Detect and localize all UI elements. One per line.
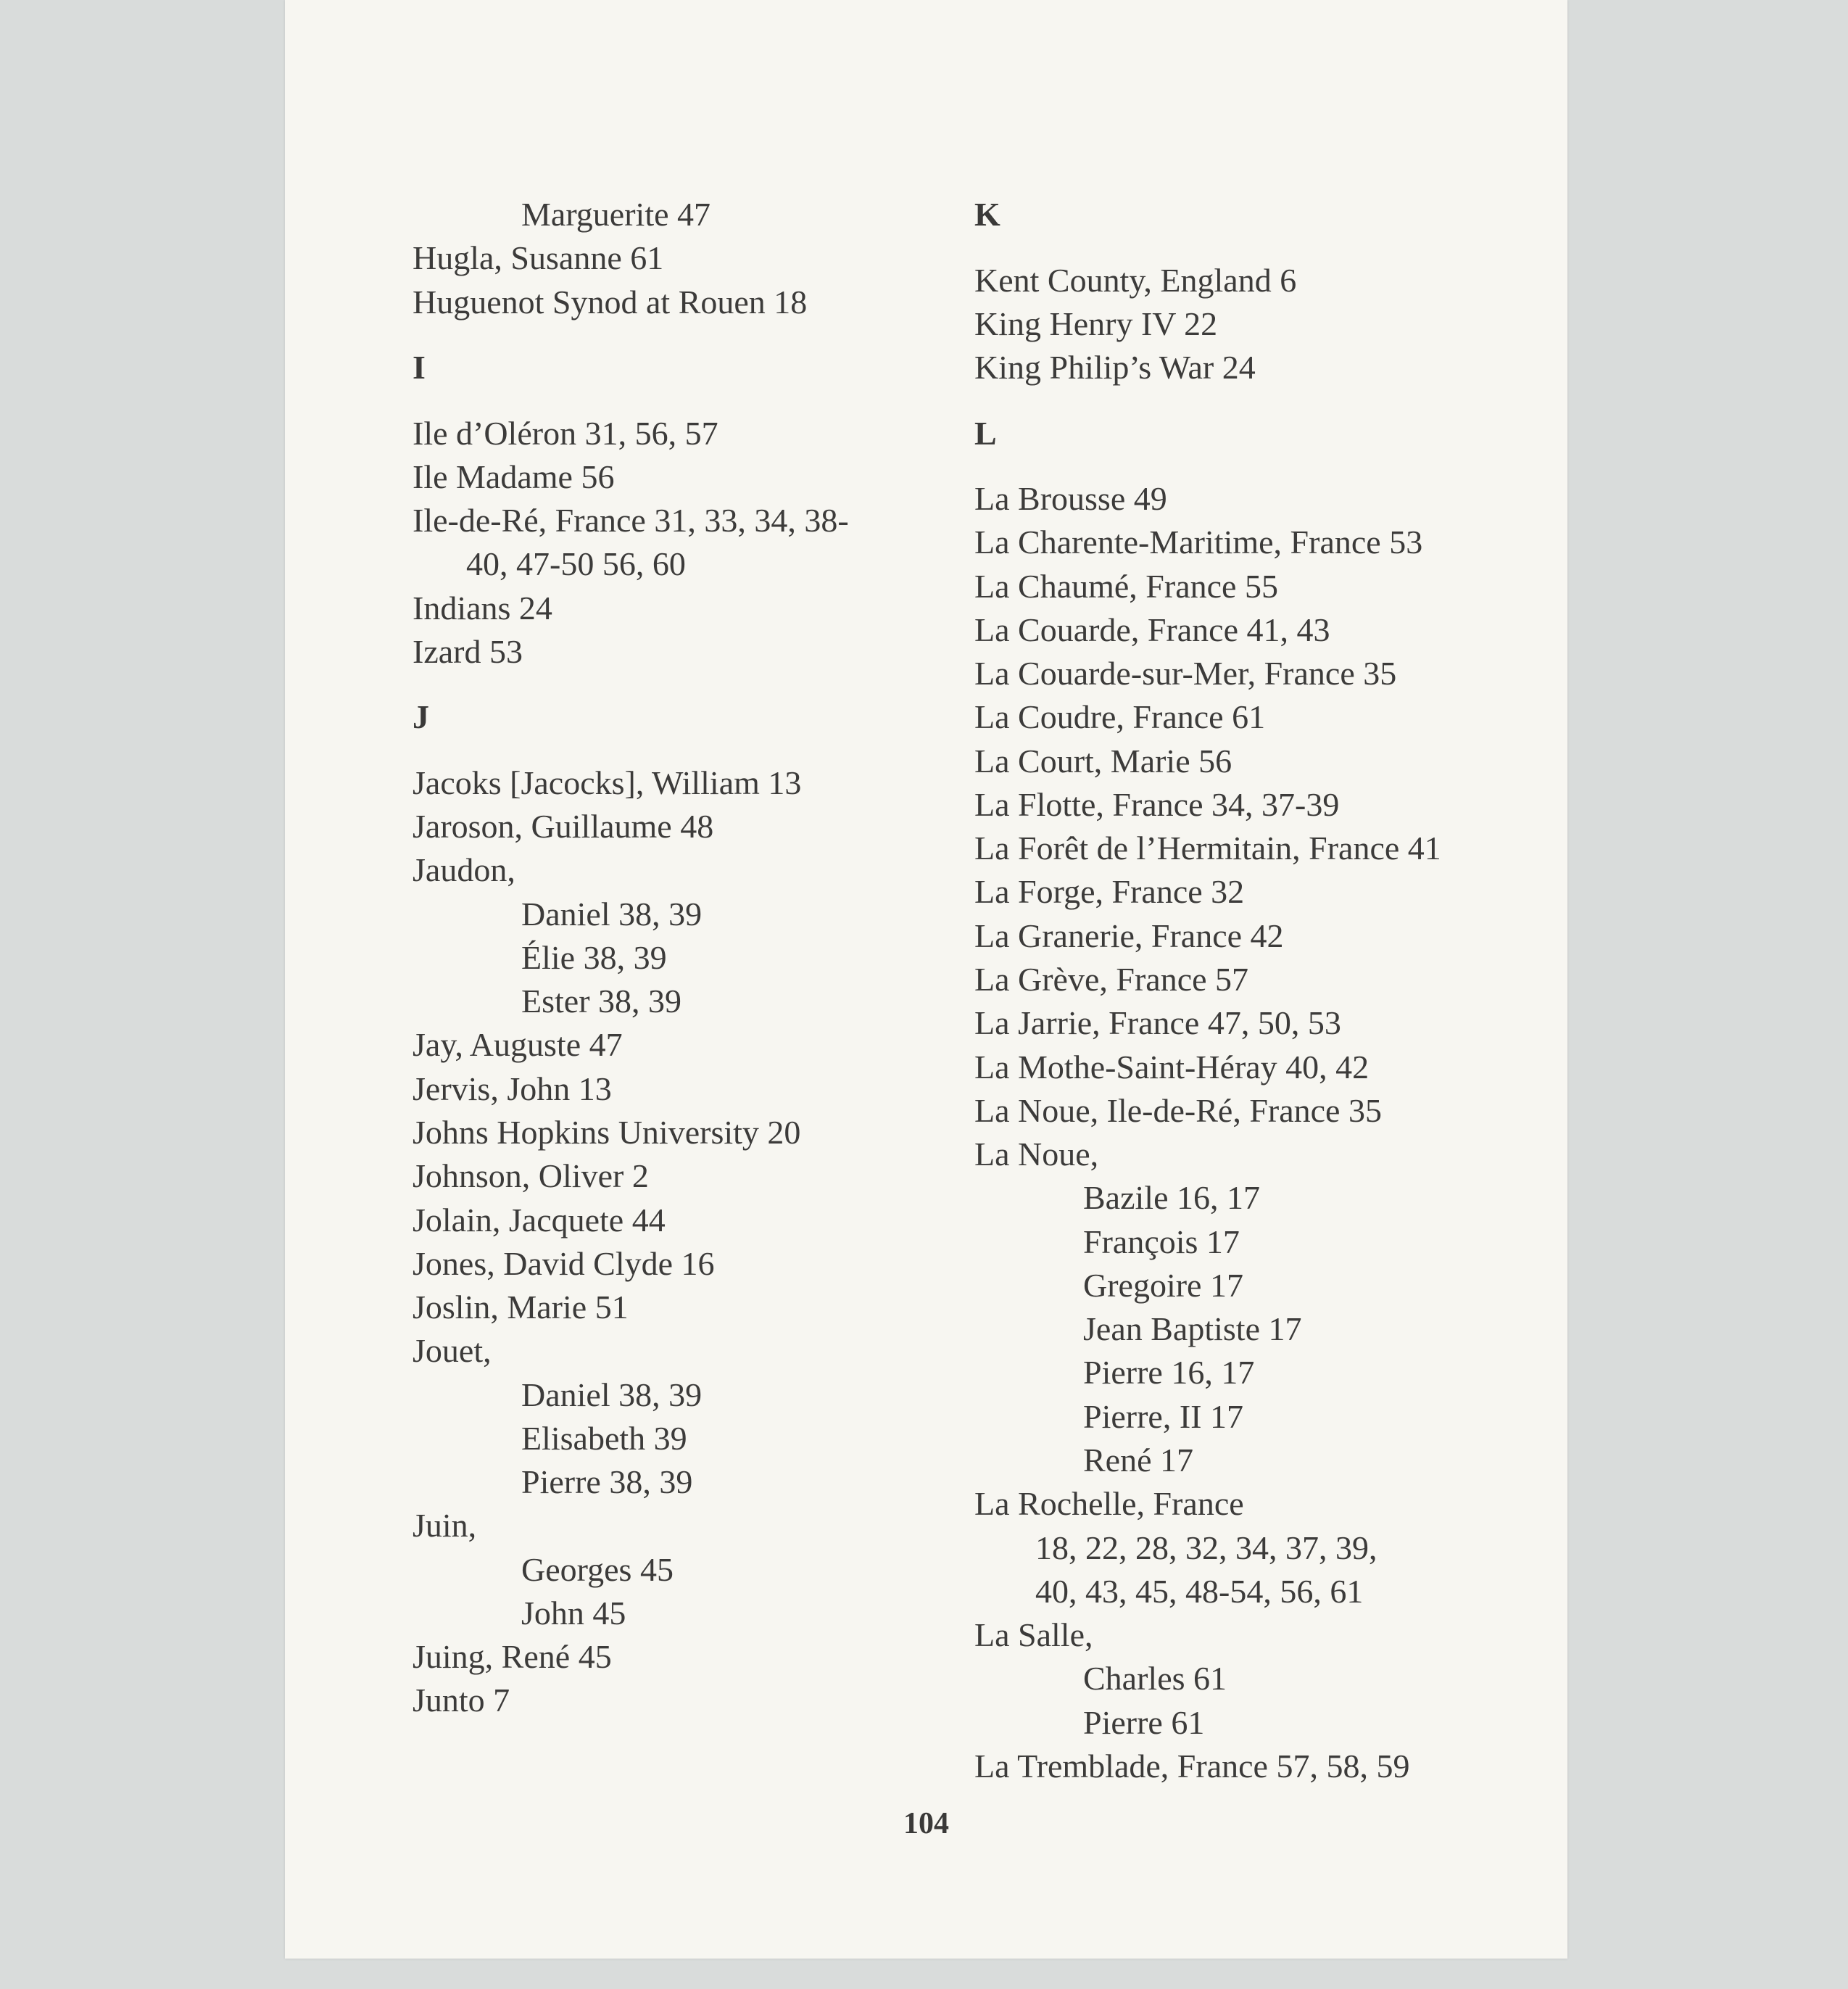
index-entry: La Tremblade, France 57, 58, 59 [974, 1748, 1410, 1785]
index-entry: La Brousse 49 [974, 480, 1167, 517]
index-entry: La Mothe-Saint-Héray 40, 42 [974, 1049, 1370, 1086]
index-subentry: Marguerite 47 [521, 196, 711, 233]
index-entry: La Grève, France 57 [974, 961, 1249, 998]
index-entry: Jaudon, [413, 851, 515, 888]
index-entry: La Noue, [974, 1136, 1099, 1173]
index-page [285, 0, 1567, 1959]
index-subentry: John 45 [521, 1595, 626, 1632]
index-entry: Juing, René 45 [413, 1638, 612, 1675]
index-entry: Ile d’Oléron 31, 56, 57 [413, 415, 718, 452]
index-entry: La Jarrie, France 47, 50, 53 [974, 1004, 1341, 1041]
index-entry: Ile Madame 56 [413, 458, 615, 495]
index-entry: Jervis, John 13 [413, 1070, 612, 1107]
index-entry: Johns Hopkins University 20 [413, 1114, 801, 1151]
index-entry: La Granerie, France 42 [974, 917, 1284, 954]
index-entry: Jouet, [413, 1332, 492, 1369]
index-entry: Kent County, England 6 [974, 262, 1297, 299]
index-subentry: Charles 61 [1083, 1660, 1227, 1697]
index-entry: La Forêt de l’Hermitain, France 41 [974, 830, 1441, 867]
index-subentry: François 17 [1083, 1223, 1240, 1260]
index-entry: Jaroson, Guillaume 48 [413, 808, 714, 845]
index-subentry: Georges 45 [521, 1551, 674, 1588]
index-continuation: 40, 43, 45, 48-54, 56, 61 [1035, 1573, 1364, 1610]
section-letter-j: J [413, 698, 429, 735]
section-letter-i: I [413, 349, 426, 386]
index-subentry: Pierre 61 [1083, 1704, 1205, 1741]
index-entry: La Couarde, France 41, 43 [974, 611, 1330, 648]
index-subentry: Pierre 16, 17 [1083, 1354, 1255, 1391]
index-subentry: Pierre 38, 39 [521, 1463, 693, 1500]
index-entry: La Forge, France 32 [974, 873, 1245, 910]
index-entry: La Coudre, France 61 [974, 698, 1266, 735]
index-entry: La Flotte, France 34, 37-39 [974, 786, 1340, 823]
index-entry: Junto 7 [413, 1682, 510, 1719]
index-subentry: Jean Baptiste 17 [1083, 1310, 1302, 1347]
index-continuation: 40, 47-50 56, 60 [466, 545, 686, 582]
index-entry: Jacoks [Jacocks], William 13 [413, 764, 802, 801]
index-continuation: 18, 22, 28, 32, 34, 37, 39, [1035, 1529, 1377, 1566]
index-subentry: Ester 38, 39 [521, 983, 682, 1020]
index-entry: Hugla, Susanne 61 [413, 239, 664, 276]
page-number: 104 [903, 1807, 949, 1840]
index-entry: Jones, David Clyde 16 [413, 1245, 715, 1282]
index-entry: La Chaumé, France 55 [974, 568, 1278, 605]
index-entry: King Philip’s War 24 [974, 349, 1256, 386]
index-entry: La Court, Marie 56 [974, 743, 1232, 780]
index-entry: King Henry IV 22 [974, 305, 1218, 342]
index-entry: Juin, [413, 1507, 477, 1544]
section-letter-k: K [974, 196, 1000, 233]
index-entry: Jay, Auguste 47 [413, 1026, 623, 1063]
index-entry: Jolain, Jacquete 44 [413, 1202, 666, 1239]
index-entry: La Noue, Ile-de-Ré, France 35 [974, 1092, 1382, 1129]
index-entry: Ile-de-Ré, France 31, 33, 34, 38- [413, 502, 849, 539]
index-subentry: Pierre, II 17 [1083, 1398, 1243, 1435]
index-entry: La Salle, [974, 1616, 1093, 1653]
index-subentry: Bazile 16, 17 [1083, 1179, 1260, 1216]
index-subentry: Daniel 38, 39 [521, 1376, 703, 1413]
index-entry: La Couarde-sur-Mer, France 35 [974, 655, 1397, 692]
index-entry: Izard 53 [413, 633, 523, 670]
index-entry: La Rochelle, France [974, 1485, 1244, 1522]
index-subentry: Elisabeth 39 [521, 1420, 687, 1457]
index-entry: Johnson, Oliver 2 [413, 1157, 649, 1194]
index-subentry: René 17 [1083, 1442, 1194, 1479]
index-entry: Indians 24 [413, 590, 552, 627]
index-subentry: Élie 38, 39 [521, 939, 667, 976]
index-subentry: Daniel 38, 39 [521, 896, 703, 933]
index-entry: Joslin, Marie 51 [413, 1289, 629, 1326]
section-letter-l: L [974, 415, 997, 452]
index-entry: Huguenot Synod at Rouen 18 [413, 284, 808, 321]
index-subentry: Gregoire 17 [1083, 1267, 1243, 1304]
index-entry: La Charente-Maritime, France 53 [974, 524, 1423, 561]
